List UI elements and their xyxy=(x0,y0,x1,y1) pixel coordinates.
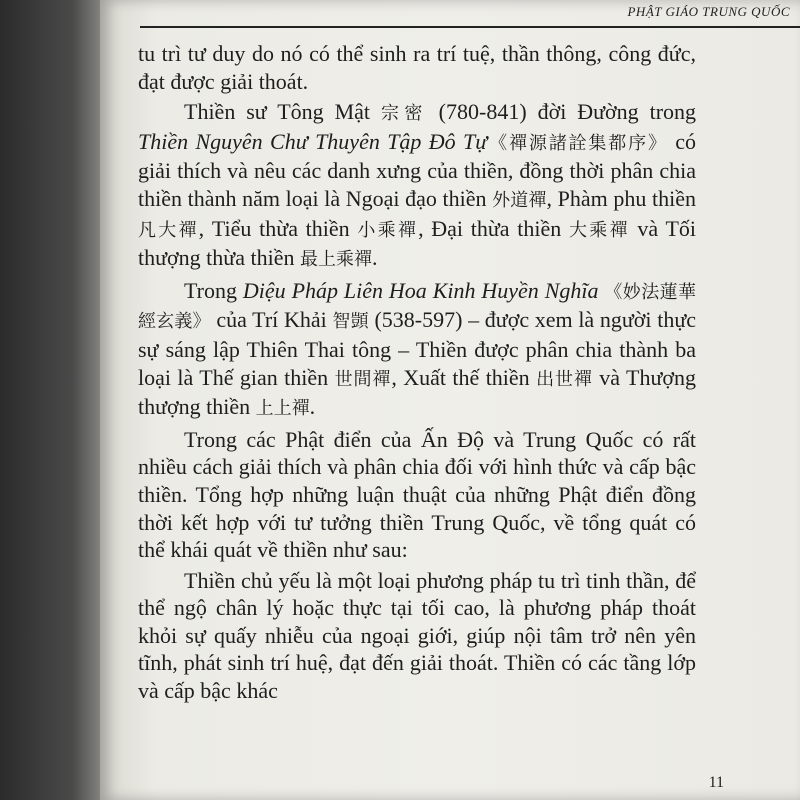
italic-title: Thiền Nguyên Chư Thuyên Tập Đô Tự xyxy=(138,128,488,154)
chinese-text: 《妙法蓮華經玄義》 xyxy=(138,281,697,333)
page-number: 11 xyxy=(708,774,724,791)
text-run: và Tối thượng thừa thiền xyxy=(138,215,697,271)
paragraph xyxy=(138,98,696,274)
text-run: Trong các Phật điển của Ấn Độ và Trung Quốc có rất nhiều cách giải thích và phân chia đối với hình thức và cấp bậc thiền. Tổng hợp những luận thuật của những Phật điển đồng thời kết hợp với tư tưởng thiền Trung Quốc, về tổng quát có thể khái quát về thiền như sau: xyxy=(138,426,696,563)
text-run: , Đại thừa thiền xyxy=(418,215,569,241)
text-run: Trong xyxy=(184,277,243,303)
text-run: (780-841) đời Đường trong xyxy=(427,99,697,125)
running-header xyxy=(140,0,800,28)
chinese-text: 《禪源諸詮集都序》 xyxy=(487,132,668,154)
text-run: Thiền chủ yếu là một loại phương pháp tu trì tinh thần, để thể ngộ chân lý hoặc thực tại tối cao, là phương pháp thoát khỏi sự quấy nhiễu của ngoại giới, giúp nội tâm trở nên yên tĩnh, phát sinh trí huệ, đạt đến giải thoát. Thiền có các tầng lớp và cấp bậc khác xyxy=(138,567,696,704)
chinese-text: 外道禪 xyxy=(492,189,547,211)
paragraph xyxy=(138,426,696,564)
text-run: . xyxy=(371,245,378,271)
chinese-text: 最上乘禪 xyxy=(299,249,372,271)
text-run: có giải thích và nêu các danh xưng của thiền, đồng thời phân chia thiền thành năm loại là Ngoại đạo thiền xyxy=(138,128,696,211)
background-shadow xyxy=(0,0,104,800)
book-page xyxy=(100,0,800,800)
chinese-text: 世間禪 xyxy=(334,368,392,390)
text-run: , Xuất thế thiền xyxy=(391,364,537,390)
header-title: PHẬT GIÁO TRUNG QUỐC xyxy=(627,4,790,19)
text-run: Thiền sư Tông Mật xyxy=(184,99,381,125)
body-text xyxy=(138,40,696,705)
text-run: . xyxy=(309,394,316,420)
chinese-text: 小乘禪 xyxy=(357,219,419,241)
chinese-text: 智顗 xyxy=(332,311,369,333)
text-run: và Thượng thượng thiền xyxy=(138,364,697,420)
italic-title: Diệu Pháp Liên Hoa Kinh Huyền Nghĩa xyxy=(242,277,599,303)
text-run: tu trì tư duy do nó có thể sinh ra trí tuệ, thần thông, công đức, đạt được giải thoát. xyxy=(138,41,696,94)
chinese-text: 出世禪 xyxy=(536,368,593,390)
chinese-text: 上上禪 xyxy=(255,398,310,420)
paragraph xyxy=(138,567,696,705)
text-run: (538-597) – được xem là người thực sự sáng lập Thiên Thai tông – Thiền được phân chia thành ba loại là Thế gian thiền xyxy=(138,307,697,390)
text-run: của Trí Khải xyxy=(210,307,333,333)
paragraph xyxy=(138,277,696,423)
chinese-text: 大乘禪 xyxy=(569,219,630,241)
chinese-text: 凡大禪 xyxy=(138,219,199,241)
text-run: , Tiểu thừa thiền xyxy=(198,215,358,241)
text-run: , Phàm phu thiền xyxy=(546,185,696,211)
paragraph xyxy=(138,40,696,95)
chinese-text: 宗密 xyxy=(380,103,428,125)
